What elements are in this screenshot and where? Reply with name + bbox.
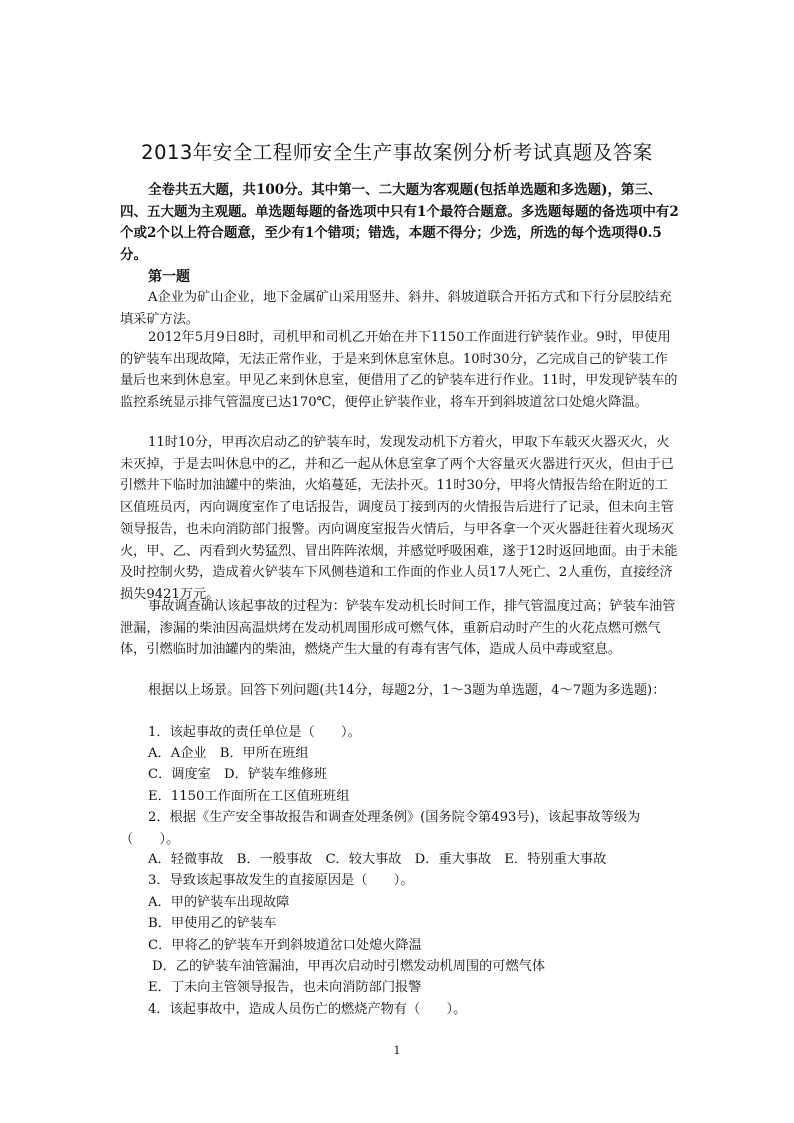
paragraph-fire: 11时10分，甲再次启动乙的铲装车时，发现发动机下方着火，甲取下车载灭火器灭火，火未灭掉，于是去叫休息中的乙，并和乙一起从休息室拿了两个大容量灭火器进行灭火，但由于已引燃井下临时加油罐中的柴油，火焰蔓延，无法扑灭。11时30分，甲将火情报告给在附近的工区值班员丙，丙向调度室作了电话报告，调度员丁接到丙的火情报告后进行了记录，但未向主管领导报告，也未向消防部门报警。丙向调度室报告火情后，与甲各拿一个灭火器赶往着火现场灭火，甲、乙、丙看到火势猛烈、冒出阵阵浓烟，并感觉呼吸困难，遂于12时返回地面。由于未能及时控制火势，造成着火铲装车下风侧巷道和工作面的作业人员17人死亡、2人重伤，直接经济损失9421万元。 <box>120 435 678 602</box>
question-3-option-a: A．甲的铲装车出现故障 <box>148 895 290 910</box>
page-number: 1 <box>393 1044 401 1057</box>
question-3-option-e: E．丁未向主管领导报告，也未向消防部门报警 <box>148 980 422 995</box>
paragraph-event-start: 2012年5月9日8时，司机甲和司机乙开始在井下1150工作面进行铲装作业。9时，甲使用的铲装车出现故障，无法正常作业，于是来到休息室休息。10时30分，乙完成自己的铲装工作量后也来到休息室。甲见乙来到休息室，便借用了乙的铲装车进行作业。11时，甲发现铲装车的监控系统显示排气管温度已达170℃，便停止铲装作业，将车开到斜坡道岔口处熄火降温。 <box>120 330 678 411</box>
exam-instructions: 全卷共五大题，共100分。其中第一、二大题为客观题(包括单选题和多选题)，第三、四、五大题为主观题。单选题每题的备选项中只有1个最符合题意。多选题每题的备选项中有2个或2个以上符合题意，至少有1个错项；错选，本题不得分；少选，所选的每个选项得0.5分。 <box>120 182 679 264</box>
question-4: 4．该起事故中，造成人员伤亡的燃烧产物有（ ）。 <box>148 1002 467 1017</box>
question-3-option-b: B．甲使用乙的铲装车 <box>148 916 277 931</box>
question-3: 3．导致该起事故发生的直接原因是（ ）。 <box>148 873 414 888</box>
question-3-option-d: D．乙的铲装车油管漏油，甲再次启动时引燃发动机周围的可燃气体 <box>152 959 546 974</box>
paragraph-instructions: 根据以上场景。回答下列问题(共14分，每题2分，1～3题为单选题，4～7题为多选题)： <box>148 683 666 698</box>
paragraph-company: A企业为矿山企业，地下金属矿山采用竖井、斜井、斜坡道联合开拓方式和下行分层胶结充填采矿方法。 <box>120 290 672 327</box>
page-title: 2013年安全工程师安全生产事故案例分析考试真题及答案 <box>141 141 653 165</box>
section-title: 第一题 <box>148 269 190 285</box>
question-1: 1．该起事故的责任单位是（ ）。 <box>148 725 361 740</box>
question-3-option-c: C．甲将乙的铲装车开到斜坡道岔口处熄火降温 <box>148 938 422 953</box>
paragraph-investigation: 事故调查确认该起事故的过程为：铲装车发动机长时间工作，排气管温度过高；铲装车油管泄漏，渗漏的柴油因高温烘烤在发动机周围形成可燃气体，重新启动时产生的火花点燃可燃气体，引燃临时加油罐内的柴油，燃烧产生大量的有毒有害气体，造成人员中毒或窒息。 <box>120 599 676 658</box>
question-2-options: A．轻微事故 B．一般事故 C．较大事故 D．重大事故 E．特别重大事故 <box>148 852 607 867</box>
question-1-options-cd: C．调度室 D．铲装车维修班 <box>148 767 327 782</box>
question-1-option-e: E．1150工作面所在工区值班班组 <box>148 789 350 804</box>
question-2: 2．根据《生产安全事故报告和调查处理条例》(国务院令第493号)，该起事故等级为（ ）。 <box>120 810 641 847</box>
question-1-options-ab: A．A企业 B．甲所在班组 <box>148 746 309 761</box>
